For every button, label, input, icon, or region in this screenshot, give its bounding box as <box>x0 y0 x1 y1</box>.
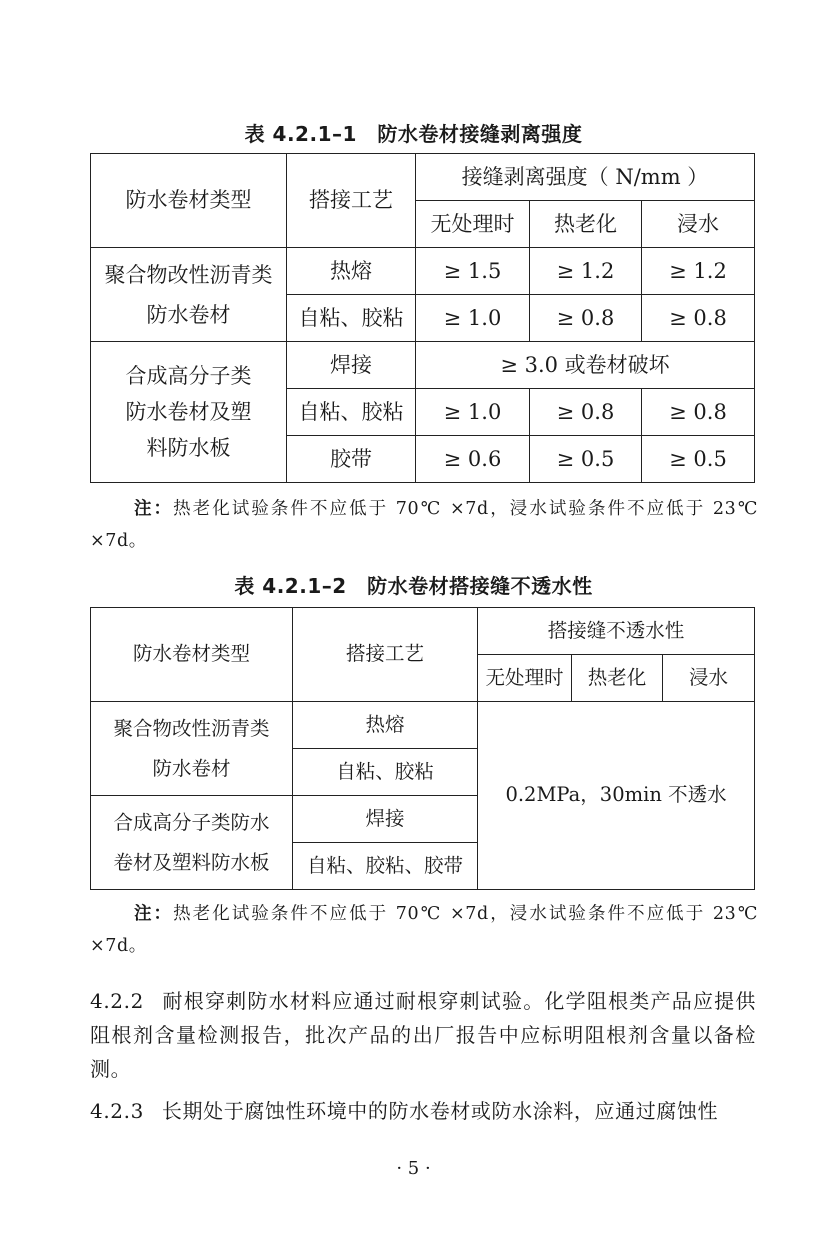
t1-process: 自粘、胶粘 <box>287 295 416 342</box>
t1-cell: ≥ 1.0 <box>416 389 530 436</box>
t1-cell: ≥ 1.2 <box>530 248 642 295</box>
t1-cell: ≥ 1.0 <box>416 295 530 342</box>
table2-note: 注：热老化试验条件不应低于 70℃ ×7d，浸水试验条件不应低于 23℃ ×7d。 <box>90 904 758 956</box>
t2-col-heat-aged: 热老化 <box>572 655 663 702</box>
t2-col-immersed: 浸水 <box>663 655 755 702</box>
t1-cell: ≥ 0.8 <box>642 295 755 342</box>
t2-process: 焊接 <box>293 796 478 843</box>
table-row <box>91 702 755 749</box>
t1-header-group: 接缝剥离强度（ N/mm ） <box>416 154 755 201</box>
t1-process: 热熔 <box>287 248 416 295</box>
t1-header-type: 防水卷材类型 <box>91 154 287 248</box>
t1-cell: ≥ 0.8 <box>530 295 642 342</box>
t1-cell: ≥ 0.8 <box>530 389 642 436</box>
t2-process: 自粘、胶粘、胶带 <box>293 843 478 890</box>
t1-group2-name: 合成高分子类 防水卷材及塑 料防水板 <box>91 342 287 483</box>
t2-group1-name: 聚合物改性沥青类 防水卷材 <box>91 702 293 796</box>
page-number: · 5 · <box>396 1158 431 1179</box>
t2-process: 自粘、胶粘 <box>293 749 478 796</box>
paragraph-4-2-3: 4.2.3 长期处于腐蚀性环境中的防水卷材或防水涂料，应通过腐蚀性 <box>90 1099 719 1123</box>
t2-process: 热熔 <box>293 702 478 749</box>
table1 <box>90 153 755 483</box>
t1-cell: ≥ 1.2 <box>642 248 755 295</box>
t1-group1-name: 聚合物改性沥青类 防水卷材 <box>91 248 287 342</box>
t1-col-heat-aged: 热老化 <box>530 201 642 248</box>
t2-header-type: 防水卷材类型 <box>91 608 293 702</box>
t1-col-untreated: 无处理时 <box>416 201 530 248</box>
t1-header-process: 搭接工艺 <box>287 154 416 248</box>
t1-cell: ≥ 0.6 <box>416 436 530 483</box>
t1-cell: ≥ 1.5 <box>416 248 530 295</box>
table2-title: 表 4.2.1–2 防水卷材搭接缝不透水性 <box>234 574 593 598</box>
t1-cell: ≥ 0.5 <box>530 436 642 483</box>
t2-header-group: 搭接缝不透水性 <box>478 608 755 655</box>
t1-cell: ≥ 0.5 <box>642 436 755 483</box>
table1-note: 注：热老化试验条件不应低于 70℃ ×7d，浸水试验条件不应低于 23℃ ×7d。 <box>90 499 758 551</box>
table-row <box>91 342 755 389</box>
t2-col-untreated: 无处理时 <box>478 655 572 702</box>
t1-cell: ≥ 0.8 <box>642 389 755 436</box>
table1-title: 表 4.2.1–1 防水卷材接缝剥离强度 <box>244 122 583 146</box>
t2-merged-value: 0.2MPa，30min 不透水 <box>478 702 755 890</box>
t2-header-process: 搭接工艺 <box>293 608 478 702</box>
t2-group2-name: 合成高分子类防水 卷材及塑料防水板 <box>91 796 293 890</box>
t1-col-immersed: 浸水 <box>642 201 755 248</box>
table2 <box>90 607 755 890</box>
t1-process: 自粘、胶粘 <box>287 389 416 436</box>
table-row <box>91 248 755 295</box>
t1-merged-cell: ≥ 3.0 或卷材破坏 <box>416 342 755 389</box>
paragraph-4-2-2: 4.2.2 耐根穿刺防水材料应通过耐根穿刺试验。化学阻根类产品应提供阻根剂含量检测报告，批次产品的出厂报告中应标明阻根剂含量以备检测。 <box>90 989 756 1081</box>
t1-process: 胶带 <box>287 436 416 483</box>
t1-process: 焊接 <box>287 342 416 389</box>
